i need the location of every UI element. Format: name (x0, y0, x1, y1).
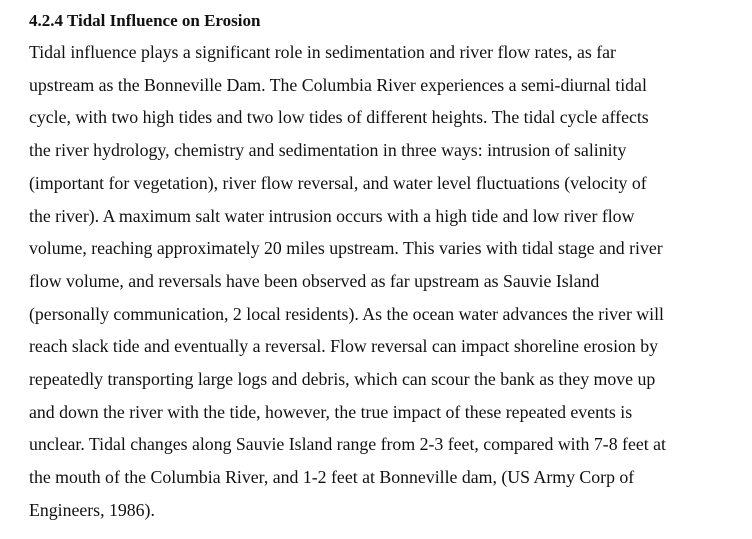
body-paragraph (29, 36, 732, 527)
text-line: unclear. Tidal changes along Sauvie Island range from 2-3 feet, compared with 7-8 feet at (29, 434, 666, 455)
text-line: volume, reaching approximately 20 miles upstream. This varies with tidal stage and river (29, 238, 663, 259)
text-line: flow volume, and reversals have been observed as far upstream as Sauvie Island (29, 270, 600, 291)
text-line: reach slack tide and eventually a reversal. Flow reversal can impact shoreline erosion by (29, 336, 659, 357)
text-line: (important for vegetation), river flow reversal, and water level fluctuations (velocity of (29, 172, 647, 193)
text-line: (personally communication, 2 local residents). As the ocean water advances the river will (29, 303, 664, 324)
text-line: the river). A maximum salt water intrusion occurs with a high tide and low river flow (29, 205, 635, 226)
section-heading: 4.2.4 Tidal Influence on Erosion (29, 11, 261, 30)
text-line: Engineers, 1986). (29, 499, 155, 520)
text-line: and down the river with the tide, however, the true impact of these repeated events is (29, 401, 633, 422)
text-line: Tidal influence plays a significant role in sedimentation and river flow rates, as far (29, 42, 616, 62)
text-line: cycle, with two high tides and two low tides of different heights. The tidal cycle affects (29, 107, 649, 128)
text-line: repeatedly transporting large logs and debris, which can scour the bank as they move up (29, 369, 656, 390)
text-line: the mouth of the Columbia River, and 1-2 feet at Bonneville dam, (US Army Corp of (29, 467, 635, 488)
text-line: the river hydrology, chemistry and sedimentation in three ways: intrusion of salinity (29, 140, 627, 161)
text-line: upstream as the Bonneville Dam. The Columbia River experiences a semi-diurnal tidal (29, 74, 647, 95)
